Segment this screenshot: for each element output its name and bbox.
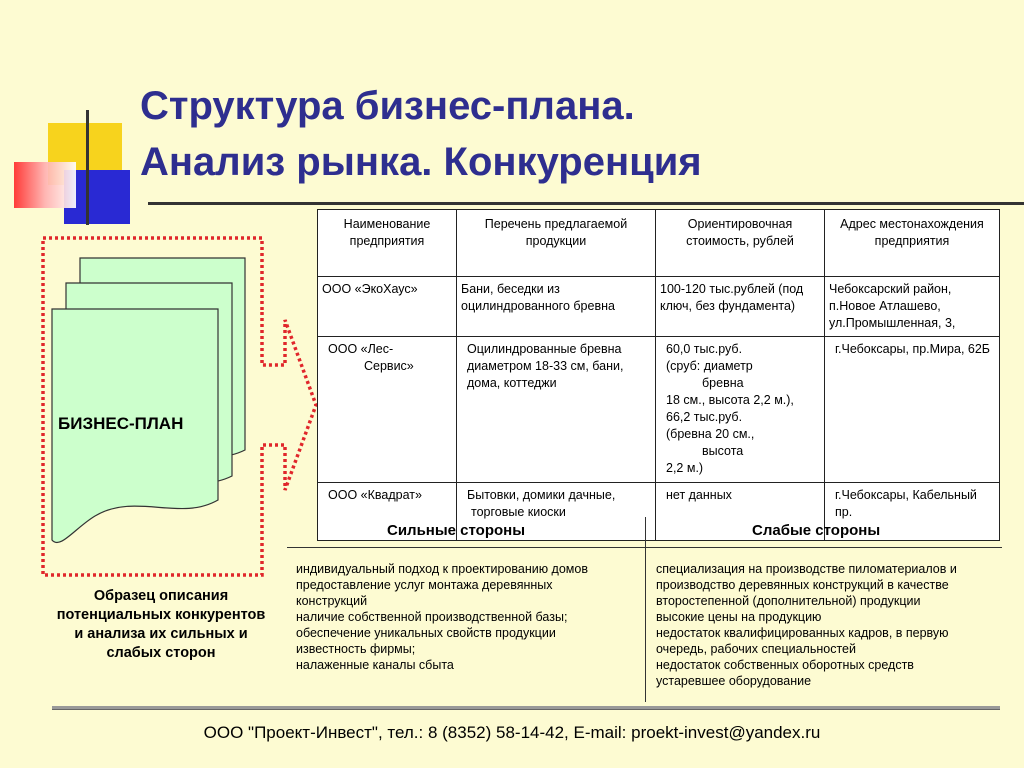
table-header-row (318, 210, 1000, 277)
header-price: Ориентировочная стоимость, рублей (656, 210, 825, 277)
cell-text: (сруб: диаметр (666, 359, 753, 373)
list-item: недостаток квалифицированных кадров, в первую (656, 626, 949, 640)
weaknesses-list (656, 561, 957, 689)
list-item: конструкций (296, 594, 368, 608)
cell-text: торговые киоски (471, 505, 566, 519)
footer-divider (52, 706, 1000, 710)
competitors-table (317, 209, 1000, 541)
caption-line: слабых сторон (106, 645, 216, 661)
weaknesses-heading: Слабые стороны (752, 522, 881, 539)
cell-company: ООО «ЭкоХаус» (318, 277, 457, 337)
column-divider (645, 517, 646, 702)
cell-text: бревна (702, 376, 744, 390)
cell-products: Оцилиндрованные бревна диаметром 18-33 см, бани, дома, коттеджи (457, 337, 656, 483)
cell-price: 100-120 тыс.рублей (под ключ, без фундамента) (656, 277, 825, 337)
list-item: налаженные каналы сбыта (296, 658, 454, 672)
caption-line: Образец описания (93, 588, 229, 604)
cell-text: 60,0 тыс.руб. (666, 342, 743, 356)
list-item: очередь, рабочих специальностей (656, 642, 856, 656)
cell-company: ООО «Квадрат» (318, 483, 457, 541)
cell-text: (бревна 20 см., (666, 427, 755, 441)
illustration-caption (38, 587, 284, 663)
header-products: Перечень предлагаемой продукции (457, 210, 656, 277)
cell-price: нет данных (656, 483, 825, 541)
cell-company (318, 337, 457, 483)
cell-text: высота (702, 444, 744, 458)
business-plan-illustration (0, 0, 330, 600)
cell-text: ООО «Лес- (328, 342, 394, 356)
title-line-1: Структура бизнес-плана. (140, 84, 635, 128)
cell-text: 2,2 м.) (666, 461, 704, 475)
title-line-2: Анализ рынка. Конкуренция (140, 140, 702, 184)
footer-contacts: ООО "Проект-Инвест", тел.: 8 (8352) 58-14-42, E-mail: proekt-invest@yandex.ru (203, 723, 821, 742)
list-item: специализация на производстве пиломатериалов и (656, 562, 957, 576)
strengths-heading: Сильные стороны (387, 522, 526, 539)
header-company: Наименование предприятия (318, 210, 457, 277)
strengths-list (296, 561, 588, 673)
cell-price (656, 337, 825, 483)
list-item: высокие цены на продукцию (656, 610, 822, 624)
list-item: предоставление услуг монтажа деревянных (296, 578, 553, 592)
list-item: индивидуальный подход к проектированию домов (296, 562, 588, 576)
list-item: второстепенной (дополнительной) продукции (656, 594, 921, 608)
cell-text: 18 см., высота 2,2 м.), (666, 393, 794, 407)
caption-line: и анализа их сильных и (74, 626, 248, 642)
cell-text: Сервис» (364, 359, 414, 373)
list-item: недостаток собственных оборотных средств (656, 658, 914, 672)
business-plan-label: БИЗНЕС-ПЛАН (58, 414, 184, 433)
cell-address: г.Чебоксары, пр.Мира, 62Б (825, 337, 1000, 483)
cell-text: Бытовки, домики дачные, (467, 488, 616, 502)
list-item: устаревшее оборудование (656, 674, 812, 688)
caption-line: потенциальных конкурентов (56, 607, 266, 623)
cell-address: Чебоксарский район, п.Новое Атлашево, ул.Промышленная, 3, (825, 277, 1000, 337)
list-item: известность фирмы; (296, 642, 416, 656)
table-row (318, 337, 1000, 483)
list-item: обеспечение уникальных свойств продукции (296, 626, 556, 640)
cell-text: 66,2 тыс.руб. (666, 410, 743, 424)
cell-address: г.Чебоксары, Кабельный пр. (825, 483, 1000, 541)
cell-products: Бани, беседки из оцилиндрованного бревна (457, 277, 656, 337)
list-item: наличие собственной производственной базы; (296, 610, 568, 624)
table-row (318, 277, 1000, 337)
header-address: Адрес местонахождения предприятия (825, 210, 1000, 277)
list-item: производство деревянных конструкций в качестве (656, 578, 949, 592)
document-stack-icon (52, 258, 245, 543)
